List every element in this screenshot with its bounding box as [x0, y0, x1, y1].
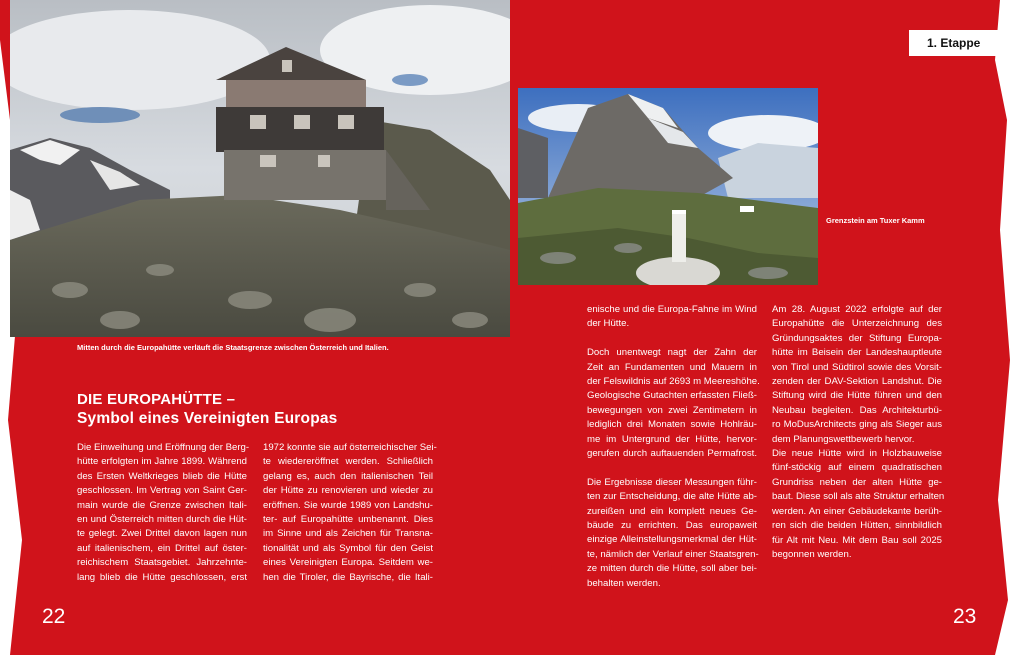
text-line: für Alt mit Neu. Mit dem Bau soll 2025 [772, 534, 942, 546]
text-column-4 [772, 303, 945, 562]
text-line: reichischem Staatsgebiet. Jahrzehnte- [77, 557, 247, 569]
text-column-1 [77, 441, 250, 585]
text-line: ro MoDusArchitects ging als Sieger aus [772, 419, 942, 431]
hut-illustration [10, 0, 510, 337]
heading-line-2: Symbol eines Vereinigten Europas [77, 410, 338, 427]
stage-tag: 1. Etappe [909, 30, 1007, 56]
text-line: ter- auf Europahütte umbenannt. Dies [263, 514, 433, 526]
text-line: gerufen durch auftauenden Permafrost. [587, 448, 757, 460]
text-line: gelang es, auch den italienischen Teil [263, 470, 433, 482]
text-line: bewegungen von zwei Zentimetern in [587, 404, 757, 416]
text-line: zureißen und ein komplett neues Ge- [587, 505, 757, 517]
text-line: Doch unentwegt nagt der Zahn der [587, 347, 757, 359]
text-line: der Hütte zu renovieren und wieder zu [263, 485, 433, 497]
text-line: Zeit an Fundamenten und Mauern in [587, 361, 757, 373]
article-heading [77, 390, 338, 428]
grenzstein-photo-caption: Grenzstein am Tuxer Kamm [826, 216, 925, 225]
text-line: hen die Tiroler, die Bayrische, die Itali- [263, 571, 433, 583]
text-line: 1972 konnte sie auf österreichischer Sei- [263, 442, 437, 453]
text-line: Geologische Gutachten erfassten Fließ- [587, 390, 757, 402]
text-column-3 [587, 303, 760, 591]
page-number-left: 22 [42, 605, 66, 628]
text-line: Gründungsaktes der Stiftung Europa- [772, 332, 942, 344]
text-line: tionalität und als Symbol für den Geist [263, 542, 433, 554]
text-line: der Hütte. [587, 318, 630, 330]
text-line: Europahütte die Unterzeichnung des [772, 318, 942, 330]
text-line: Grundriss neben der alten Hütte ge- [772, 476, 942, 488]
text-line: te gelegt. Zwei Drittel davon lagen nun [77, 528, 247, 540]
text-line: me im Untergrund der Hütte, hervor- [587, 433, 757, 445]
heading-line-1: DIE EUROPAHÜTTE – [77, 391, 236, 408]
text-line: eröffnen. Sie wurde 1989 von Landshu- [263, 499, 433, 511]
text-line: ten zur Entscheidung, die alte Hütte ab- [587, 491, 757, 503]
text-line: Die Ergebnisse dieser Messungen führ- [587, 476, 757, 488]
grenzstein-photo [518, 88, 818, 285]
text-line: geschlossen. Im Vertrag von Saint Ger- [77, 485, 247, 497]
text-line: behalten werden. [587, 577, 661, 589]
text-line: des Ersten Weltkrieges blieb die Hütte [77, 470, 247, 482]
text-line: te wiedereröffnet werden. Schließlich [263, 456, 433, 468]
text-line: im Sinne und als Zeichen für Transna- [263, 528, 433, 540]
text-line: Die neue Hütte wird in Holzbauweise [772, 448, 942, 460]
text-line: ze mitten durch die Hütte, soll aber bei- [587, 563, 757, 575]
text-line: lediglich drei Monaten sowie Hohlräu- [587, 419, 757, 431]
text-line: te, nämlich der Verlauf einer Staatsgren- [587, 548, 759, 560]
text-line: eines Vereinigten Europa. Seitdem we- [263, 557, 433, 569]
text-line: enische und die Europa-Fahne im Wind [587, 304, 757, 315]
text-line: der Felswildnis auf 2693 m Meereshöhe. [587, 376, 760, 388]
text-line: ren sich die beiden Hütten, sinnbildlich [772, 520, 942, 532]
text-line: lang blieb die Hütte geschlossen, erst [77, 571, 247, 583]
text-line: baut. Diese soll als alte Struktur erhalten [772, 491, 945, 503]
text-line: fünf-stöckig auf einem quadratischen [772, 462, 942, 474]
text-line: Neubau begleiten. Das Architekturbü- [772, 404, 942, 416]
text-line: Die Einweihung und Eröffnung der Berg- [77, 442, 250, 453]
text-column-2 [263, 441, 437, 585]
text-line: begonnen werden. [772, 548, 852, 560]
page-number-right: 23 [953, 605, 977, 628]
text-line: einzige Alleinstellungsmerkmal der Hüt- [587, 534, 757, 546]
text-line: werden. An einer Gebäudekante berüh- [772, 505, 942, 517]
text-line: hütte im Beisein der Landeshauptleute [772, 347, 942, 359]
text-line: auf italienischem, ein Drittel auf öster- [77, 542, 247, 554]
text-line: Am 28. August 2022 erfolgte auf der [772, 304, 942, 315]
text-line: hütte erfolgten im Jahre 1899. Während [77, 456, 247, 468]
mountain-illustration [518, 88, 818, 285]
text-line: Stiftung wird die Hütte führen und den [772, 390, 942, 402]
text-line: zenden der DAV-Sektion Landshut. Die [772, 376, 942, 388]
text-line: dem Planungswettbewerb hervor. [772, 433, 915, 445]
text-line: von Tirol und Südtirol sowie des Vorsit- [772, 361, 942, 373]
europahuette-photo [10, 0, 510, 337]
text-line: en und Österreich mitten durch die Hüt- [77, 514, 247, 526]
text-line: main wurde die Grenze zwischen Itali- [77, 499, 247, 511]
text-line: bäude zu errichten. Das europaweit [587, 520, 757, 532]
hut-photo-caption: Mitten durch die Europahütte verläuft die Staatsgrenze zwischen Österreich und Italien. [77, 343, 389, 352]
